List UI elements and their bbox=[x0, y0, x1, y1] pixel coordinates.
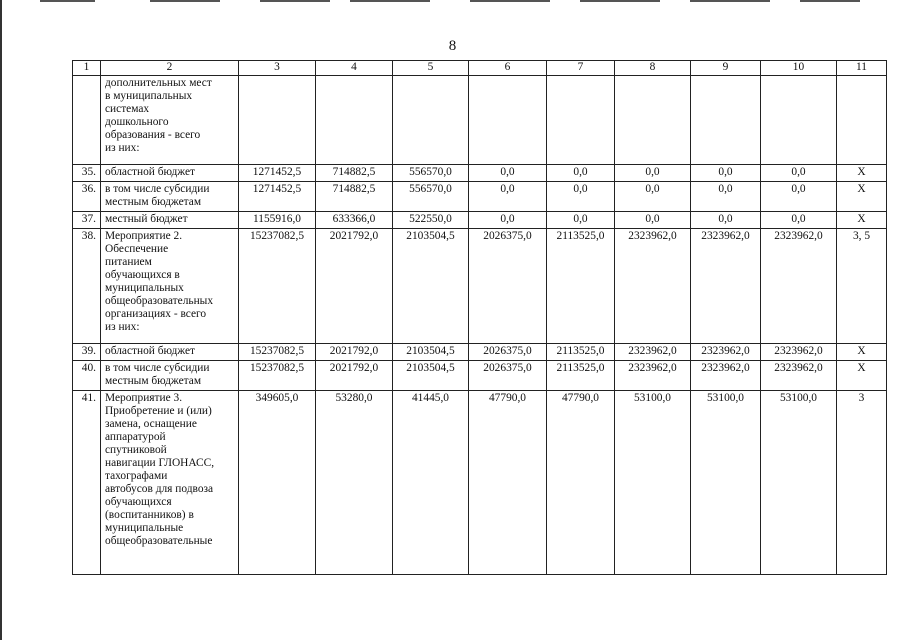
value-cell-col-10: 0,0 bbox=[761, 165, 837, 182]
header-cell: 6 bbox=[469, 61, 547, 76]
row-name-line: Мероприятие 3. bbox=[105, 392, 183, 404]
value-cell-col-10: 53100,0 bbox=[761, 391, 837, 575]
value-cell-col-3: 1271452,5 bbox=[239, 165, 316, 182]
page-number: 8 bbox=[448, 38, 457, 54]
value-cell-col-7: 2113525,0 bbox=[547, 229, 615, 344]
row-name-line: муниципальных bbox=[105, 282, 184, 294]
row-name-cell bbox=[101, 212, 239, 229]
value-cell-col-4 bbox=[316, 76, 393, 165]
value-cell-col-10 bbox=[761, 76, 837, 165]
value-cell-col-4: 633366,0 bbox=[316, 212, 393, 229]
value-cell-col-7: 0,0 bbox=[547, 182, 615, 212]
row-number-cell: 35. bbox=[73, 165, 101, 182]
header-cell: 1 bbox=[73, 61, 101, 76]
row-name-line: питанием bbox=[105, 256, 152, 268]
value-cell-col-5: 556570,0 bbox=[393, 182, 469, 212]
row-number-cell: 41. bbox=[73, 391, 101, 575]
row-name-line: местный бюджет bbox=[105, 213, 188, 225]
value-cell-col-8: 0,0 bbox=[615, 182, 691, 212]
header-cell: 3 bbox=[239, 61, 316, 76]
row-name-line: из них: bbox=[105, 321, 140, 333]
row-name-line: в муниципальных bbox=[105, 90, 193, 102]
header-cell: 10 bbox=[761, 61, 837, 76]
note-cell: X bbox=[837, 182, 887, 212]
row-name-line: областной бюджет bbox=[105, 345, 195, 357]
value-cell-col-8: 53100,0 bbox=[615, 391, 691, 575]
value-cell-col-5: 2103504,5 bbox=[393, 361, 469, 391]
value-cell-col-8 bbox=[615, 76, 691, 165]
left-scan-edge bbox=[0, 0, 2, 640]
value-cell-col-6: 47790,0 bbox=[469, 391, 547, 575]
row-name-line: местным бюджетам bbox=[105, 375, 202, 387]
row-name-line: навигации ГЛОНАСС, bbox=[105, 457, 215, 469]
value-cell-col-7 bbox=[547, 76, 615, 165]
header-cell: 4 bbox=[316, 61, 393, 76]
value-cell-col-8: 0,0 bbox=[615, 165, 691, 182]
value-cell-col-9: 0,0 bbox=[691, 212, 761, 229]
row-number-cell: 37. bbox=[73, 212, 101, 229]
value-cell-col-3 bbox=[239, 76, 316, 165]
row-name-line: обучающихся bbox=[105, 496, 172, 508]
value-cell-col-4: 53280,0 bbox=[316, 391, 393, 575]
value-cell-col-9: 0,0 bbox=[691, 182, 761, 212]
table-row bbox=[73, 165, 887, 182]
row-name-line: Мероприятие 2. bbox=[105, 230, 183, 242]
value-cell-col-6 bbox=[469, 76, 547, 165]
note-cell: X bbox=[837, 212, 887, 229]
note-cell: X bbox=[837, 165, 887, 182]
value-cell-col-10: 2323962,0 bbox=[761, 361, 837, 391]
table-row bbox=[73, 229, 887, 344]
value-cell-col-7: 0,0 bbox=[547, 212, 615, 229]
value-cell-col-6: 0,0 bbox=[469, 212, 547, 229]
value-cell-col-4: 2021792,0 bbox=[316, 344, 393, 361]
budget-table bbox=[72, 60, 887, 575]
value-cell-col-5: 2103504,5 bbox=[393, 344, 469, 361]
value-cell-col-3: 15237082,5 bbox=[239, 344, 316, 361]
row-name-line: тахографами bbox=[105, 470, 168, 482]
value-cell-col-8: 2323962,0 bbox=[615, 344, 691, 361]
row-name-line: организациях - всего bbox=[105, 308, 207, 320]
row-name-line: муниципальные bbox=[105, 522, 184, 534]
value-cell-col-3: 15237082,5 bbox=[239, 361, 316, 391]
header-cell: 8 bbox=[615, 61, 691, 76]
row-name-cell bbox=[101, 344, 239, 361]
value-cell-col-5: 556570,0 bbox=[393, 165, 469, 182]
value-cell-col-7: 2113525,0 bbox=[547, 361, 615, 391]
value-cell-col-10: 2323962,0 bbox=[761, 344, 837, 361]
table-row bbox=[73, 361, 887, 391]
header-cell: 11 bbox=[837, 61, 887, 76]
row-name-line: Обеспечение bbox=[105, 243, 169, 255]
row-number-cell: 36. bbox=[73, 182, 101, 212]
row-name-cell bbox=[101, 182, 239, 212]
row-name-line: системах bbox=[105, 103, 150, 115]
value-cell-col-3: 1155916,0 bbox=[239, 212, 316, 229]
row-name-line: образования - всего bbox=[105, 129, 201, 141]
row-name-line: обучающихся в bbox=[105, 269, 180, 281]
row-name-line: из них: bbox=[105, 142, 140, 154]
table-row bbox=[73, 76, 887, 165]
value-cell-col-10: 2323962,0 bbox=[761, 229, 837, 344]
value-cell-col-5 bbox=[393, 76, 469, 165]
value-cell-col-6: 2026375,0 bbox=[469, 361, 547, 391]
value-cell-col-9 bbox=[691, 76, 761, 165]
row-number-cell: 39. bbox=[73, 344, 101, 361]
row-name-line: (воспитанников) в bbox=[105, 509, 194, 521]
value-cell-col-9: 2323962,0 bbox=[691, 361, 761, 391]
row-name-line: общеобразовательные bbox=[105, 535, 213, 547]
value-cell-col-3: 1271452,5 bbox=[239, 182, 316, 212]
row-name-line: аппаратурой bbox=[105, 431, 166, 443]
note-cell bbox=[837, 76, 887, 165]
value-cell-col-7: 0,0 bbox=[547, 165, 615, 182]
top-scan-marks bbox=[0, 0, 905, 4]
header-cell: 7 bbox=[547, 61, 615, 76]
table-row bbox=[73, 344, 887, 361]
value-cell-col-7: 2113525,0 bbox=[547, 344, 615, 361]
value-cell-col-5: 522550,0 bbox=[393, 212, 469, 229]
value-cell-col-9: 2323962,0 bbox=[691, 229, 761, 344]
table-row bbox=[73, 182, 887, 212]
row-name-line: областной бюджет bbox=[105, 166, 195, 178]
value-cell-col-8: 2323962,0 bbox=[615, 229, 691, 344]
value-cell-col-4: 714882,5 bbox=[316, 182, 393, 212]
row-name-line: спутниковой bbox=[105, 444, 167, 456]
row-name-line: местным бюджетам bbox=[105, 196, 202, 208]
value-cell-col-7: 47790,0 bbox=[547, 391, 615, 575]
note-cell: 3 bbox=[837, 391, 887, 575]
row-number-cell: 40. bbox=[73, 361, 101, 391]
value-cell-col-9: 53100,0 bbox=[691, 391, 761, 575]
row-name-cell bbox=[101, 361, 239, 391]
row-name-line: в том числе субсидии bbox=[105, 362, 210, 374]
value-cell-col-5: 41445,0 bbox=[393, 391, 469, 575]
row-name-line: дошкольного bbox=[105, 116, 169, 128]
value-cell-col-6: 0,0 bbox=[469, 165, 547, 182]
row-name-line: в том числе субсидии bbox=[105, 183, 210, 195]
value-cell-col-4: 714882,5 bbox=[316, 165, 393, 182]
value-cell-col-4: 2021792,0 bbox=[316, 229, 393, 344]
value-cell-col-5: 2103504,5 bbox=[393, 229, 469, 344]
note-cell: X bbox=[837, 344, 887, 361]
value-cell-col-3: 349605,0 bbox=[239, 391, 316, 575]
row-number-cell bbox=[73, 76, 101, 165]
row-name-cell bbox=[101, 76, 239, 165]
header-cell: 2 bbox=[101, 61, 239, 76]
value-cell-col-10: 0,0 bbox=[761, 212, 837, 229]
row-name-line: Приобретение и (или) bbox=[105, 405, 212, 417]
value-cell-col-8: 0,0 bbox=[615, 212, 691, 229]
note-cell: 3, 5 bbox=[837, 229, 887, 344]
header-row bbox=[73, 61, 887, 76]
value-cell-col-6: 2026375,0 bbox=[469, 344, 547, 361]
value-cell-col-4: 2021792,0 bbox=[316, 361, 393, 391]
value-cell-col-9: 0,0 bbox=[691, 165, 761, 182]
value-cell-col-10: 0,0 bbox=[761, 182, 837, 212]
table-row bbox=[73, 212, 887, 229]
value-cell-col-8: 2323962,0 bbox=[615, 361, 691, 391]
note-cell: X bbox=[837, 361, 887, 391]
header-cell: 9 bbox=[691, 61, 761, 76]
row-number-cell: 38. bbox=[73, 229, 101, 344]
row-name-cell bbox=[101, 229, 239, 344]
row-name-cell bbox=[101, 165, 239, 182]
table-row bbox=[73, 391, 887, 575]
row-name-line: дополнительных мест bbox=[105, 77, 212, 89]
row-name-line: автобусов для подвоза bbox=[105, 483, 214, 495]
value-cell-col-6: 2026375,0 bbox=[469, 229, 547, 344]
header-cell: 5 bbox=[393, 61, 469, 76]
value-cell-col-3: 15237082,5 bbox=[239, 229, 316, 344]
value-cell-col-9: 2323962,0 bbox=[691, 344, 761, 361]
row-name-line: замена, оснащение bbox=[105, 418, 197, 430]
row-name-line: общеобразовательных bbox=[105, 295, 214, 307]
row-name-cell bbox=[101, 391, 239, 575]
value-cell-col-6: 0,0 bbox=[469, 182, 547, 212]
